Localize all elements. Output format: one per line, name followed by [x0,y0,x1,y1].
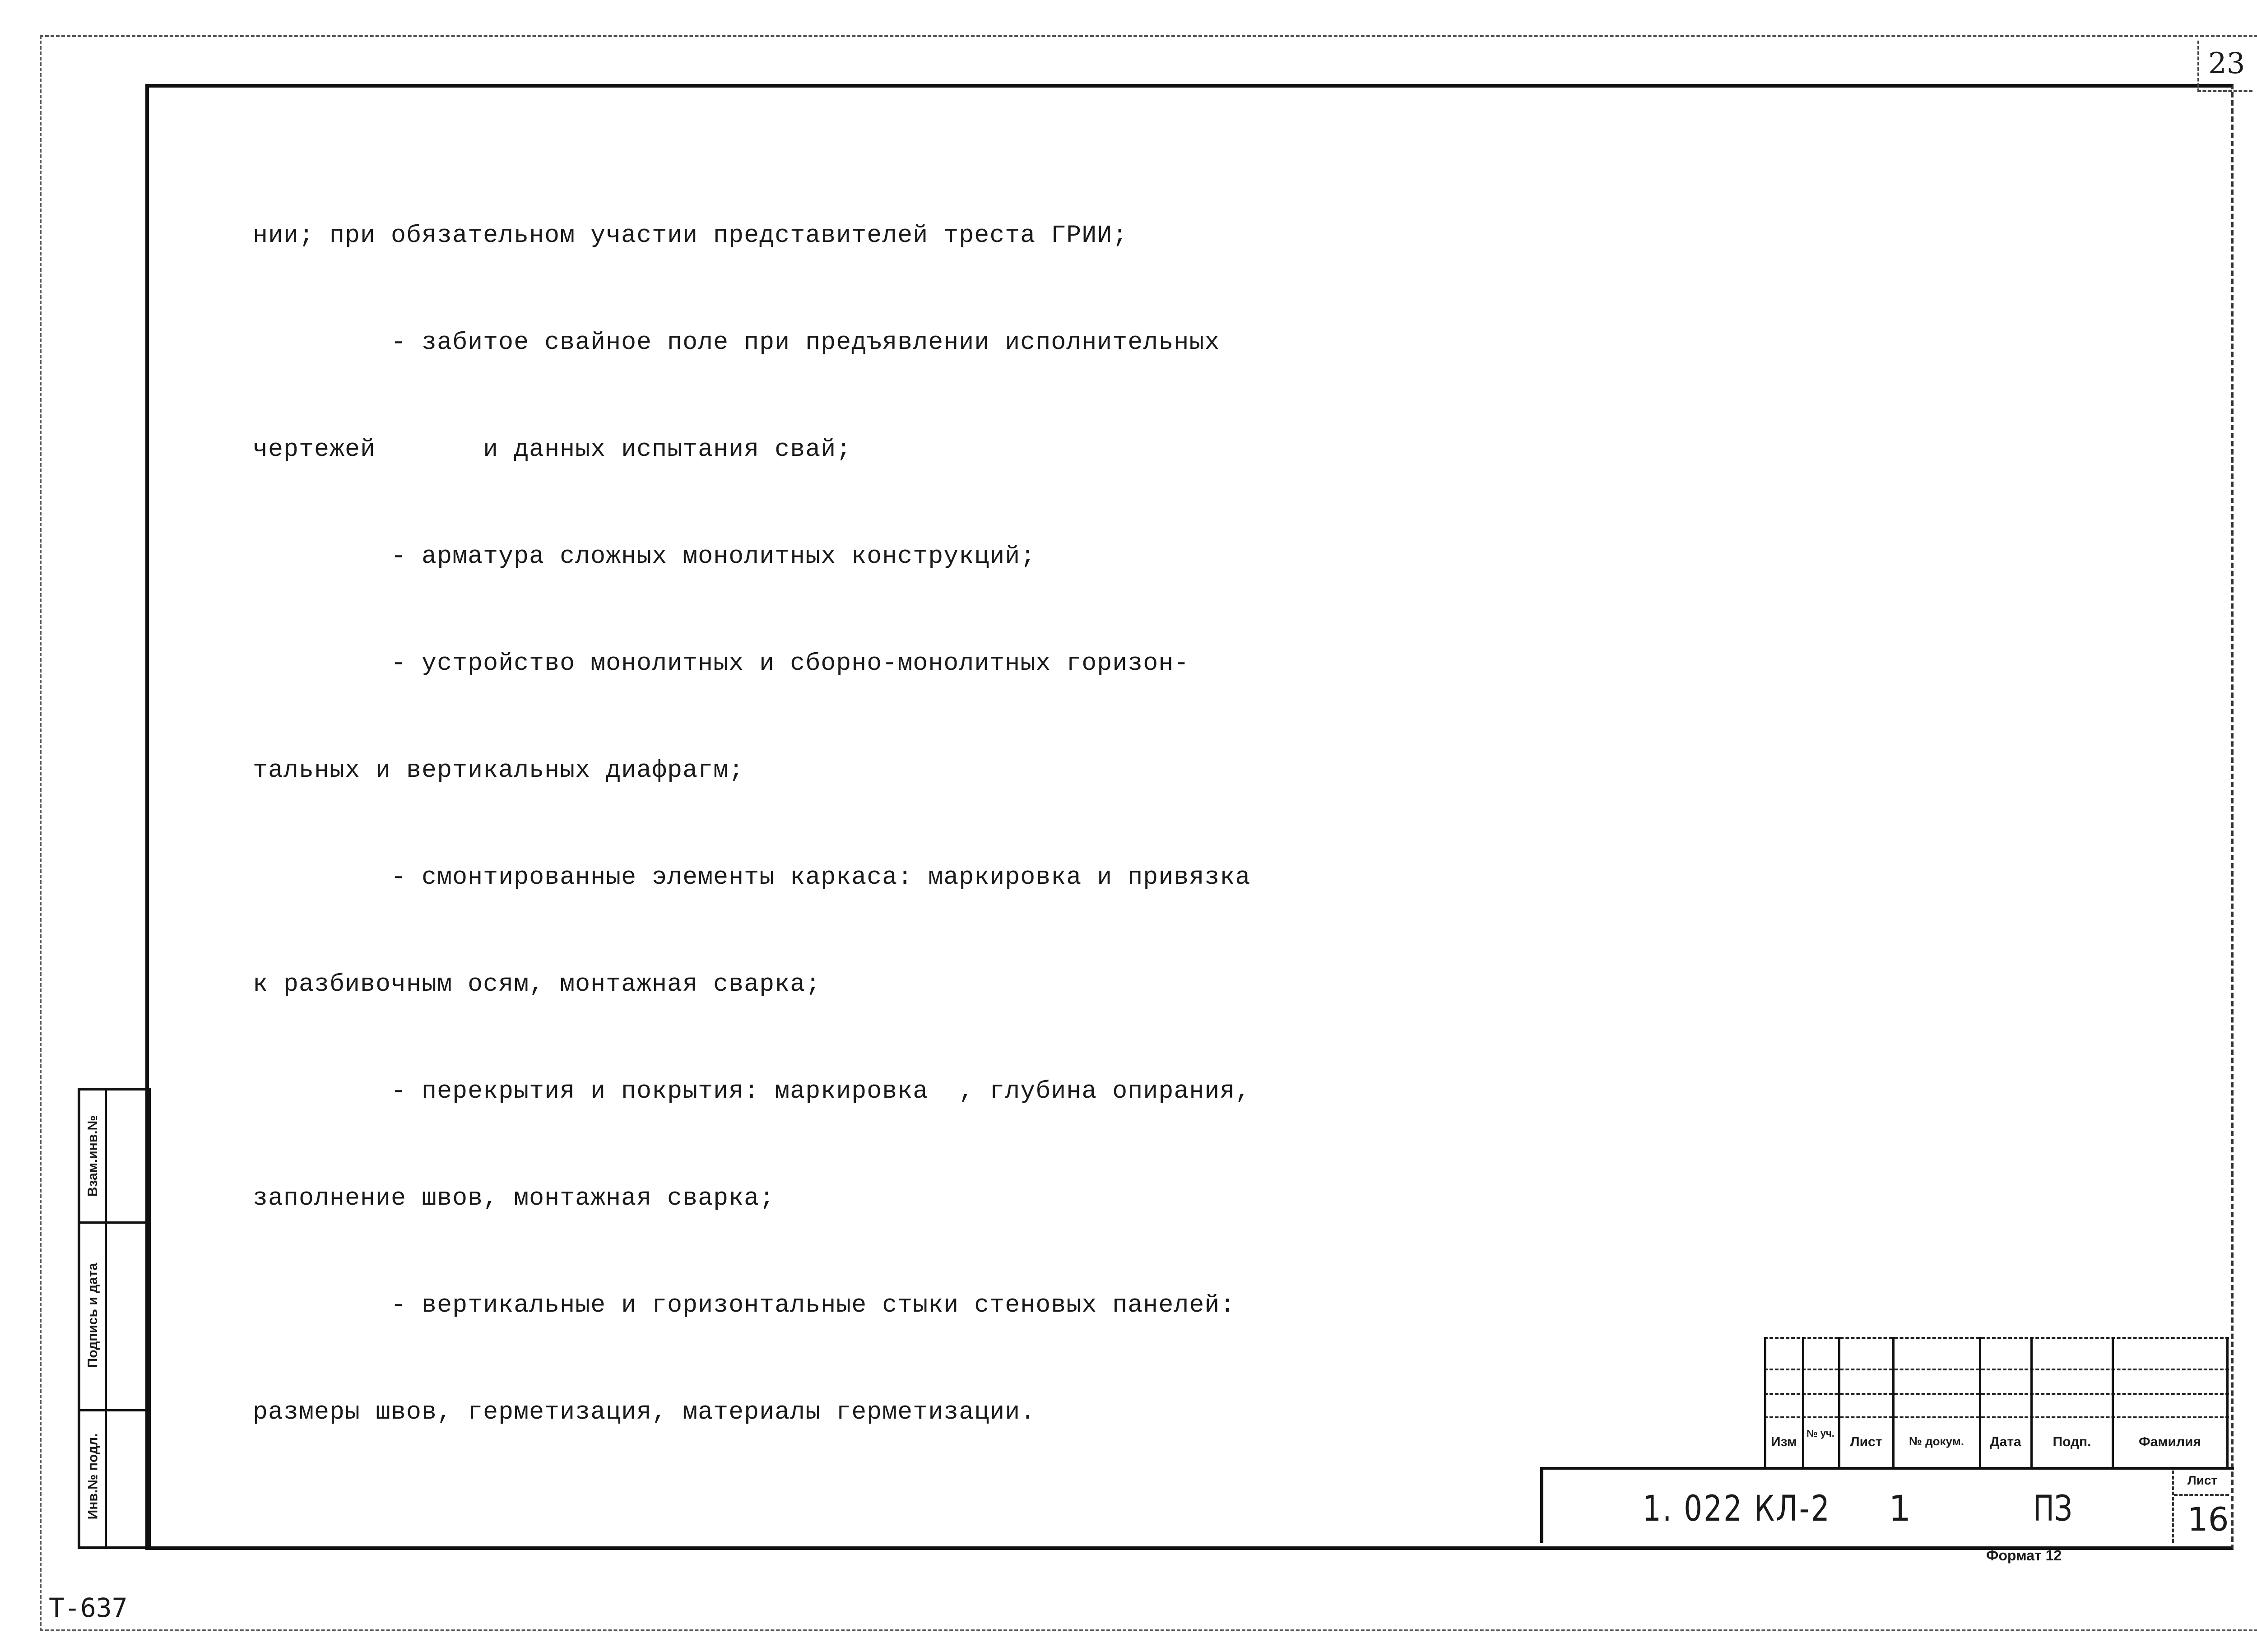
page-number-box [2197,41,2252,92]
text-line: тальных и вертикальных диафрагм; [253,756,744,784]
grid-row-line [1764,1393,2229,1395]
format-label: Формат 12 [1986,1547,2062,1564]
title-block-grid [1764,1337,2229,1467]
designation-box [1540,1467,2234,1543]
text-line: нии; при обязательном участии представителей треста ГРИИ; [253,221,1128,250]
body-text [253,146,1264,1466]
document-type: ПЗ [2033,1489,2072,1529]
page-number: 23 [2208,47,2245,80]
text-line: размеры швов, герметизация, материалы герметизации. [253,1398,1036,1426]
signature-date-label: Подпись и дата [85,1262,101,1368]
col-header-document: № докум. [1909,1434,1964,1448]
col-header-surname: Фамилия [2139,1434,2201,1449]
interchange-inventory-label: Взам.инв.№ [85,1115,100,1197]
text-line: - перекрытия и покрытия: маркировка , глубина опирания, [253,1077,1251,1105]
sheet-count-box [2172,1471,2229,1543]
inventory-code: Т-637 [49,1592,128,1623]
text-line: - забитое свайное поле при предъявлении исполнительных [253,328,1220,357]
binding-stamp [78,1088,151,1549]
text-line: к разбивочным осям, монтажная сварка; [253,970,821,998]
sheet-number: 1 [1889,1489,1911,1529]
grid-row-line [1764,1337,2229,1339]
text-line: - арматура сложных монолитных конструкций; [253,542,1036,571]
col-header-sheet: Лист [1850,1434,1882,1449]
text-line: заполнение швов, монтажная сварка; [253,1184,775,1212]
col-header-change: Изм [1771,1434,1797,1449]
grid-row-line [1764,1369,2229,1370]
col-header-signature: Подп. [2053,1434,2091,1449]
grid-col-line [1802,1337,1804,1467]
sheet-value: 16 [2187,1500,2229,1538]
sheet-label: Лист [2187,1473,2218,1487]
text-line: - устройство монолитных и сборно-монолитных горизон- [253,649,1189,678]
document-designation: 1. 022 КЛ-2 [1643,1489,1831,1529]
col-header-count: № уч. [1807,1428,1834,1439]
sheet-divider [2174,1494,2229,1496]
grid-col-line [2226,1337,2229,1467]
text-line: - смонтированные элементы каркаса: маркировка и привязка [253,863,1251,891]
original-inventory-label: Инв.№ подл. [85,1433,101,1520]
grid-row-line [1764,1416,2229,1418]
text-line: чертежей и данных испытания свай; [253,435,852,464]
col-header-date: Дата [1990,1434,2021,1449]
text-line: - вертикальные и горизонтальные стыки стеновых панелей: [253,1291,1235,1319]
